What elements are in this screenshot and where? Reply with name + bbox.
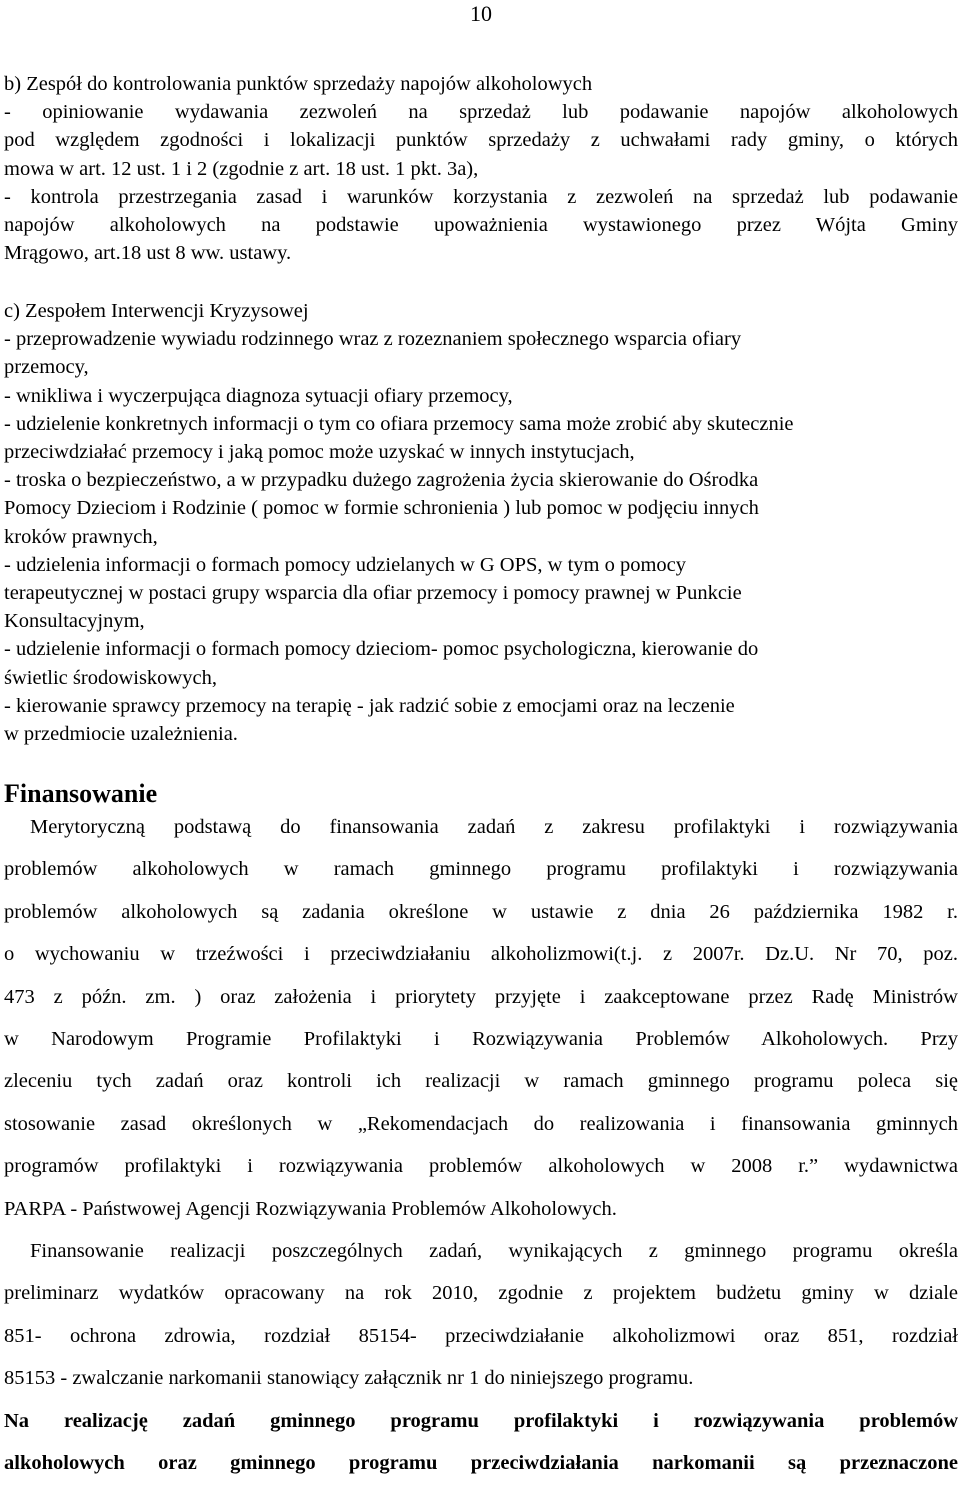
text-line: zleceniu tych zadań oraz kontroli ich realizacji w ramach gminnego programu poleca się xyxy=(4,1070,958,1093)
text-line: programów profilaktyki i rozwiązywania problemów alkoholowych w 2008 r.” wydawnictwa xyxy=(4,1155,958,1178)
text-line: Mrągowo, art.18 ust 8 ww. ustawy. xyxy=(4,242,292,265)
text-line: świetlic środowiskowych, xyxy=(4,666,217,689)
text-line: pod względem zgodności i lokalizacji punktów sprzedaży z uchwałami rady gminy, o których xyxy=(4,129,958,152)
text-line: 851- ochrona zdrowia, rozdział 85154- przeciwdziałanie alkoholizmowi oraz 851, rozdział xyxy=(4,1324,958,1347)
text-line: - udzielenie konkretnych informacji o tym co ofiara przemocy sama może zrobić aby skutecznie xyxy=(4,412,794,435)
text-line: napojów alkoholowych na podstawie upoważnienia wystawionego przez Wójta Gminy xyxy=(4,214,958,237)
text-line: - troska o bezpieczeństwo, a w przypadku dużego zagrożenia życia skierowanie do Ośrodka xyxy=(4,469,759,492)
text-line: PARPA - Państwowej Agencji Rozwiązywania Problemów Alkoholowych. xyxy=(4,1197,617,1220)
section-b xyxy=(4,70,958,267)
financing-heading: Finansowanie xyxy=(4,779,158,808)
text-line: 473 z późn. zm. ) oraz założenia i priorytety przyjęte i zaakceptowane przez Radę Ministrów xyxy=(4,985,958,1008)
text-line: - kierowanie sprawcy przemocy na terapię - jak radzić sobie z emocjami oraz na leczenie xyxy=(4,694,735,717)
page-number: 10 xyxy=(470,1,492,26)
text-line: Finansowanie realizacji poszczególnych zadań, wynikających z gminnego programu określa xyxy=(30,1240,958,1263)
text-line: Merytoryczną podstawą do finansowania zadań z zakresu profilaktyki i rozwiązywania xyxy=(30,816,958,838)
text-line: o wychowaniu w trzeźwości i przeciwdziałaniu alkoholizmowi(t.j. z 2007r. Dz.U. Nr 70, poz. xyxy=(4,943,958,966)
text-line: 85153 - zwalczanie narkomanii stanowiący załącznik nr 1 do niniejszego programu. xyxy=(4,1367,694,1390)
text-line: stosowanie zasad określonych w „Rekomendacjach do realizowania i finansowania gminnych xyxy=(4,1112,958,1135)
text-line: mowa w art. 12 ust. 1 i 2 (zgodnie z art. 18 ust. 1 pkt. 3a), xyxy=(4,157,479,180)
text-line: przeciwdziałać przemocy i jaką pomoc może uzyskać w innych instytucjach, xyxy=(4,441,635,464)
text-line: - przeprowadzenie wywiadu rodzinnego wraz z rozeznaniem społecznego wsparcia ofiary xyxy=(4,328,742,351)
text-line: - udzielenie informacji o formach pomocy dzieciom- pomoc psychologiczna, kierowanie do xyxy=(4,638,759,661)
text-line: kroków prawnych, xyxy=(4,525,158,548)
bold-text-line: Na realizację zadań gminnego programu profilaktyki i rozwiązywania problemów xyxy=(4,1409,958,1432)
text-line: terapeutycznej w postaci grupy wsparcia dla ofiar przemocy i pomocy prawnej w Punkcie xyxy=(4,582,742,605)
text-line: - opiniowanie wydawania zezwoleń na sprzedaż lub podawanie napojów alkoholowych xyxy=(4,101,958,124)
text-line: - kontrola przestrzegania zasad i warunków korzystania z zezwoleń na sprzedaż lub podawanie xyxy=(4,185,958,208)
text-line: Pomocy Dzieciom i Rodzinie ( pomoc w formie schronienia ) lub pomoc w podjęciu innych xyxy=(4,497,759,520)
text-line: przemocy, xyxy=(4,356,89,379)
text-line: problemów alkoholowych są zadania określone w ustawie z dnia 26 października 1982 r. xyxy=(4,900,958,923)
text-line: w przedmiocie uzależnienia. xyxy=(4,723,238,746)
section-c-title: c) Zespołem Interwencji Kryzysowej xyxy=(4,300,309,322)
text-line: - wnikliwa i wyczerpująca diagnoza sytuacji ofiary przemocy, xyxy=(4,384,513,407)
text-line: - udzielenia informacji o formach pomocy udzielanych w G OPS, w tym o pomocy xyxy=(4,553,687,576)
bold-text-line: alkoholowych oraz gminnego programu przeciwdziałania narkomanii są przeznaczone xyxy=(4,1452,958,1475)
financing-body xyxy=(4,806,958,1485)
text-line: w Narodowym Programie Profilaktyki i Rozwiązywania Problemów Alkoholowych. Przy xyxy=(4,1028,958,1051)
text-line: Konsultacyjnym, xyxy=(4,610,145,633)
section-b-title: b) Zespół do kontrolowania punktów sprzedaży napojów alkoholowych xyxy=(4,73,593,95)
section-c xyxy=(4,297,958,748)
text-line: problemów alkoholowych w ramach gminnego programu profilaktyki i rozwiązywania xyxy=(4,858,958,881)
text-line: preliminarz wydatków opracowany na rok 2010, zgodnie z projektem budżetu gminy w dziale xyxy=(4,1282,958,1305)
